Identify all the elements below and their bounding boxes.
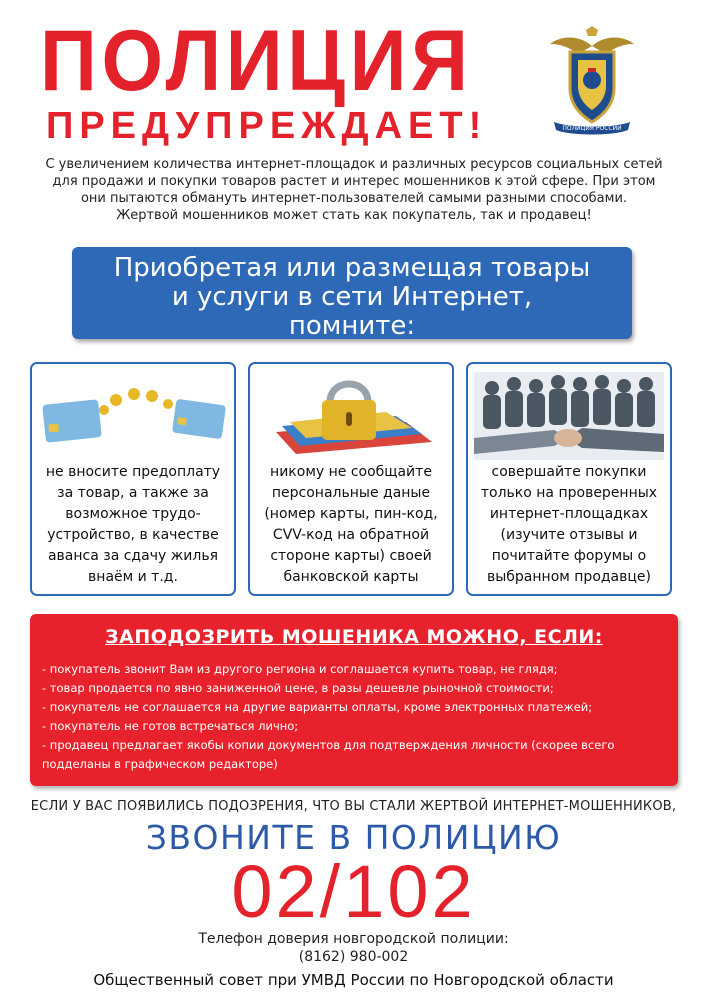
banner-line: Приобретая или размещая товары xyxy=(113,253,591,283)
advice-line: не вносите предоплату xyxy=(45,464,221,480)
suspect-item: - покупатель не соглашается на другие варианты оплаты, кроме электронных платежей; xyxy=(42,700,593,714)
poster-title: ПОЛИЦИЯ xyxy=(40,13,473,109)
call-police-heading: ЗВОНИТЕ В ПОЛИЦИЮ xyxy=(145,818,562,857)
advice-line: (изучите отзывы и xyxy=(500,527,638,543)
advice-line: стороне карты) своей xyxy=(270,548,432,564)
intro-line: Жертвой мошенников может стать как покупатель, так и продавец! xyxy=(116,208,592,223)
advice-line: интернет-площадках xyxy=(489,506,649,522)
banner-line: и услуги в сети Интернет, xyxy=(171,282,533,312)
intro-line: для продажи и покупки товаров растет и интерес мошенников к этой сфере. При этом xyxy=(52,174,656,189)
suspect-item: - покупатель звонит Вам из другого региона и соглашается купить товар, не глядя; xyxy=(42,662,558,676)
advice-line: возможное трудо- xyxy=(65,506,201,522)
advice-line: почитайте форумы о xyxy=(491,548,647,564)
suspect-item: подделаны в графическом редакторе) xyxy=(42,757,278,771)
advice-line: CVV-код на обратной xyxy=(272,527,430,543)
suspect-title: ЗАПОДОЗРИТЬ МОШЕНИКА МОЖНО, ЕСЛИ: xyxy=(105,626,603,648)
trust-phone-number: (8162) 980-002 xyxy=(298,949,409,965)
suspect-item: - товар продается по явно заниженной цене, в разы дешевле рыночной стоимости; xyxy=(42,681,554,695)
advice-line: персональные даные xyxy=(271,485,431,501)
advice-line: внаём и т.д. xyxy=(88,569,178,585)
emergency-number: 02/102 xyxy=(231,850,476,933)
trust-phone-label: Телефон доверия новгородской полиции: xyxy=(198,931,509,947)
intro-line: они пытаются обмануть интернет-пользователей самыми разными способами. xyxy=(80,191,628,206)
police-emblem-icon xyxy=(548,26,636,138)
advice-line: устройство, в качестве xyxy=(47,527,219,543)
public-council: Общественный совет при УМВД России по Новгородской области xyxy=(93,971,614,989)
intro-line: С увеличением количества интернет-площадок и различных ресурсов социальных сетей xyxy=(45,157,663,172)
advice-line: выбранном продавце) xyxy=(486,569,651,585)
banner-line: помните: xyxy=(288,311,416,341)
emblem-text: ПОЛИЦИЯ РОССИИ xyxy=(562,125,622,132)
remember-banner xyxy=(72,247,632,339)
padlock-cards-icon xyxy=(256,372,446,460)
bank-cards-coins-icon xyxy=(38,372,228,460)
suspicion-warning: ЕСЛИ У ВАС ПОЯВИЛИСЬ ПОДОЗРЕНИЯ, ЧТО ВЫ СТАЛИ ЖЕРТВОЙ ИНТЕРНЕТ-МОШЕННИКОВ, xyxy=(30,799,677,814)
suspect-panel xyxy=(30,614,678,786)
suspect-list xyxy=(42,660,666,774)
advice-line: никому не сообщайте xyxy=(270,464,432,480)
handshake-icon xyxy=(474,372,664,460)
suspect-item: - покупатель не готов встречаться лично; xyxy=(42,719,299,733)
advice-line: банковской карты xyxy=(283,569,419,585)
advice-text xyxy=(38,462,228,588)
intro-text xyxy=(30,156,678,224)
trust-phone-block xyxy=(0,930,707,966)
advice-line: только на проверенных xyxy=(480,485,658,501)
advice-line: совершайте покупки xyxy=(491,464,647,480)
poster-subtitle: ПРЕДУПРЕЖДАЕТ! xyxy=(46,105,488,147)
advice-line: за товар, а также за xyxy=(57,485,209,501)
advice-line: (номер карты, пин-код, xyxy=(264,506,438,522)
advice-line: аванса за сдачу жилья xyxy=(47,548,219,564)
advice-card-personal-data xyxy=(248,362,454,596)
advice-card-prepayment xyxy=(30,362,236,596)
advice-text xyxy=(256,462,446,588)
advice-card-verified-platforms xyxy=(466,362,672,596)
suspect-item: - продавец предлагает якобы копии документов для подтверждения личности (скорее всего xyxy=(42,738,615,752)
advice-text xyxy=(474,462,664,588)
